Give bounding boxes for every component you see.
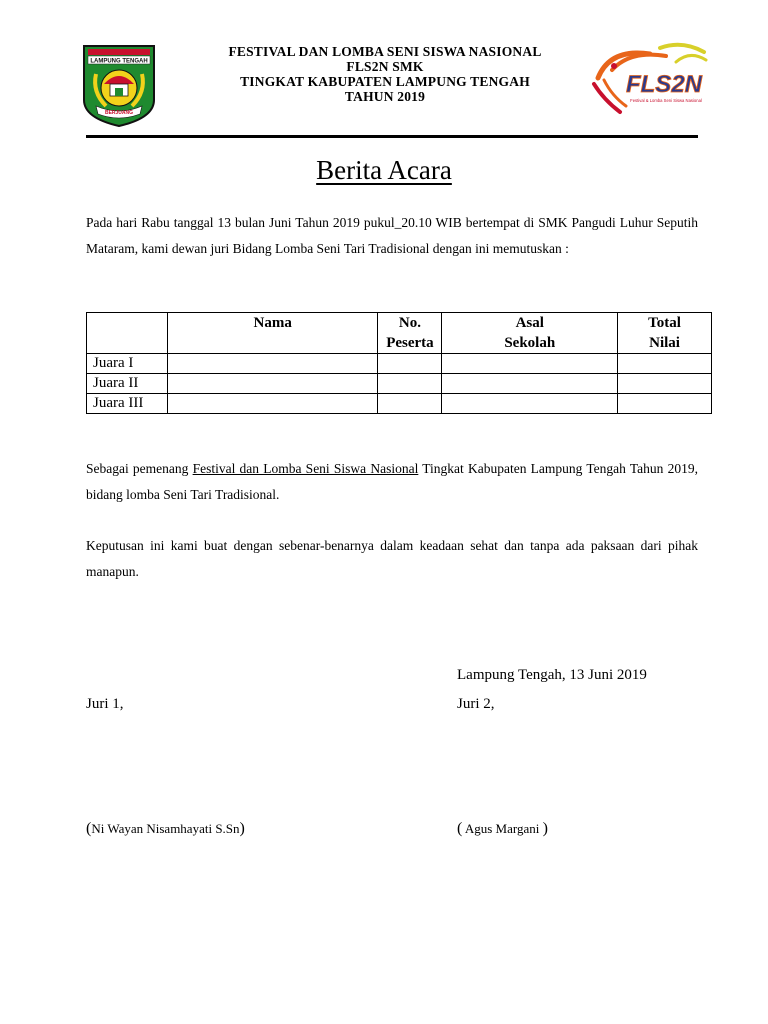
fls2n-logo-text: FLS2N: [625, 71, 703, 98]
emblem-banner-text: LAMPUNG TENGAH: [90, 58, 148, 65]
header-cell-total-nilai: Total Nilai: [618, 313, 712, 354]
judge-2-name: ( Agus Margani ): [457, 820, 548, 837]
nama-cell: [167, 354, 378, 374]
winner-text-after: Tingkat Kabupaten Lampung Tengah Tahun 2019, bidang lomba Seni Tari Tradisional.: [86, 461, 698, 502]
document-header: [200, 44, 570, 104]
winner-text-before: Sebagai pemenang: [86, 461, 193, 476]
row-label: Juara I: [87, 354, 168, 374]
fls2n-logo: [590, 40, 710, 120]
header-cell-nama: Nama: [167, 313, 378, 354]
total-nilai-cell: [618, 354, 712, 374]
results-table: [86, 312, 712, 414]
table-row: [87, 394, 712, 414]
header-cell-asal-sekolah: Asal Sekolah: [442, 313, 618, 354]
place-date: Lampung Tengah, 13 Juni 2019: [457, 667, 647, 683]
judge-2-label: Juri 2,: [457, 696, 495, 712]
table-header-row: [87, 313, 712, 354]
emblem-ribbon-text: BERJUANG: [104, 110, 134, 116]
header-line-2: FLS2N SMK: [346, 59, 424, 74]
total-nilai-cell: [618, 394, 712, 414]
row-label: Juara II: [87, 374, 168, 394]
nama-cell: [167, 394, 378, 414]
header-line-3: TINGKAT KABUPATEN LAMPUNG TENGAH: [240, 74, 530, 89]
fls2n-logo-tagline: Festival & Lomba Seni Siswa Nasional: [630, 98, 702, 103]
table-row: [87, 354, 712, 374]
total-nilai-cell: [618, 374, 712, 394]
winner-text-event: Festival dan Lomba Seni Siswa Nasional: [192, 461, 419, 476]
asal-sekolah-cell: [442, 354, 618, 374]
no-peserta-cell: [378, 354, 442, 374]
asal-sekolah-cell: [442, 394, 618, 414]
nama-cell: [167, 374, 378, 394]
header-cell-empty: [87, 313, 168, 354]
decision-paragraph: Keputusan ini kami buat dengan sebenar-benarnya dalam keadaan sehat dan tanpa ada paksaan dari pihak manapun.: [86, 538, 698, 579]
winner-paragraph: [86, 456, 698, 508]
header-line-4: TAHUN 2019: [344, 89, 426, 104]
judge-1-name: (Ni Wayan Nisamhayati S.Sn): [86, 820, 245, 837]
header-divider: [86, 135, 698, 138]
row-label: Juara III: [87, 394, 168, 414]
header-line-1: FESTIVAL DAN LOMBA SENI SISWA NASIONAL: [228, 44, 542, 59]
no-peserta-cell: [378, 374, 442, 394]
table-row: [87, 374, 712, 394]
lampung-tengah-emblem: [82, 44, 156, 128]
judge-1-label: Juri 1,: [86, 696, 124, 712]
document-title: Berita Acara: [316, 155, 452, 185]
no-peserta-cell: [378, 394, 442, 414]
asal-sekolah-cell: [442, 374, 618, 394]
header-cell-no-peserta: No. Peserta: [378, 313, 442, 354]
intro-paragraph: Pada hari Rabu tanggal 13 bulan Juni Tahun 2019 pukul_20.10 WIB bertempat di SMK Pangudi Luhur Seputih Mataram, kami dewan juri Bidang Lomba Seni Tari Tradisional dengan ini memutuskan :: [86, 215, 698, 256]
